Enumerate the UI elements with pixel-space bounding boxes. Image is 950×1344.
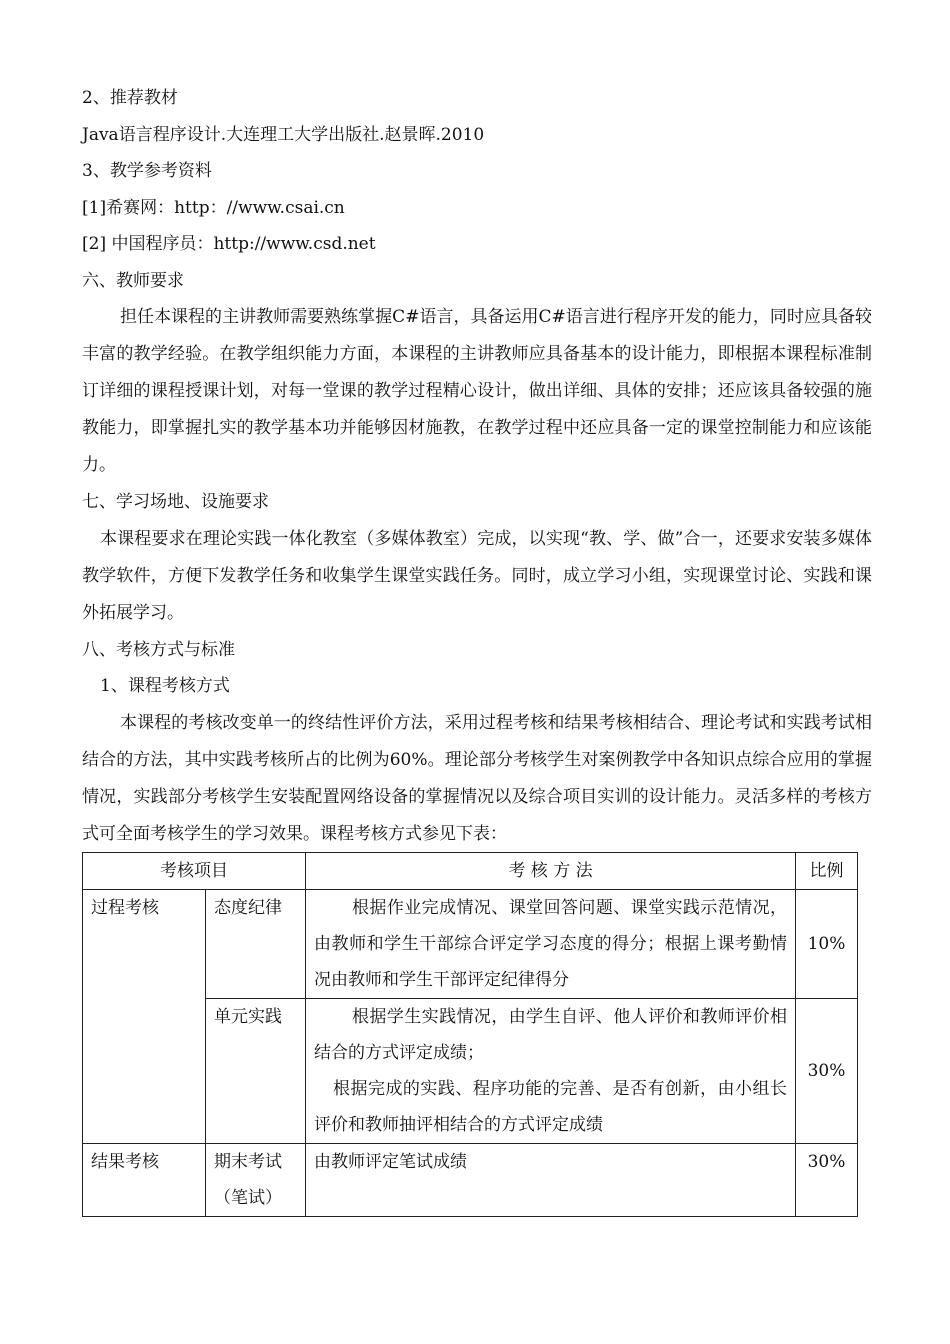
table-header-row	[83, 853, 858, 890]
header-item: 考核项目	[83, 853, 306, 890]
textbook-heading: 2、推荐教材	[82, 88, 178, 108]
attitude-method-cell: 根据作业完成情况、课堂回答问题、课堂实践示范情况，由教师和学生干部综合评定学习态度的得分；根据上课考勤情况由教师和学生干部评定纪律得分	[306, 890, 796, 999]
reference-item-1: [1]希赛网：http：//www.csai.cn	[82, 197, 345, 218]
references-heading: 3、教学参考资料	[82, 161, 212, 181]
header-ratio: 比例	[796, 853, 858, 890]
table-row	[83, 1144, 858, 1217]
unit-practice-method-1: 根据学生实践情况，由学生自评、他人评价和教师评价相结合的方式评定成绩；	[314, 1007, 787, 1063]
unit-practice-ratio-cell: 30%	[796, 999, 858, 1144]
teacher-requirements-paragraph: 担任本课程的主讲教师需要熟练掌握C#语言，具备运用C#语言进行程序开发的能力，同时应具备较丰富的教学经验。在教学组织能力方面，本课程的主讲教师应具备基本的设计能力，即根据本课程标准制订详细的课程授课计划，对每一堂课的教学过程精心设计，做出详细、具体的安排；还应该具备较强的施教能力，即掌握扎实的教学基本功并能够因材施教，在教学过程中还应具备一定的课堂控制能力和应该能力。	[82, 307, 872, 475]
final-exam-method-cell: 由教师评定笔试成绩	[306, 1144, 796, 1217]
textbook-entry: Java语言程序设计.大连理工大学出版社.赵景晖.2010	[82, 124, 485, 145]
final-exam-cell	[206, 1144, 306, 1217]
assessment-subheading: 1、课程考核方式	[100, 676, 230, 696]
process-assessment-cell: 过程考核	[83, 890, 206, 1144]
final-exam-label: 期末考试	[214, 1152, 282, 1172]
assessment-paragraph: 本课程的考核改变单一的终结性评价方法，采用过程考核和结果考核相结合、理论考试和实践考试相结合的方法，其中实践考核所占的比例为60%。理论部分考核学生对案例教学中各知识点综合应用的掌握情况，实践部分考核学生安装配置网络设备的掌握情况以及综合项目实训的设计能力。灵活多样的考核方式可全面考核学生的学习效果。课程考核方式参见下表：	[82, 712, 872, 844]
attitude-cell: 态度纪律	[206, 890, 306, 999]
venue-paragraph: 本课程要求在理论实践一体化教室（多媒体教室）完成，以实现“教、学、做”合一，还要求安装多媒体教学软件，方便下发教学任务和收集学生课堂实践任务。同时，成立学习小组，实现课堂讨论、实践和课外拓展学习。	[82, 528, 872, 623]
reference-item-2: [2] 中国程序员：http://www.csd.net	[82, 234, 376, 254]
unit-practice-method-cell	[306, 999, 796, 1144]
teacher-requirements-heading: 六、教师要求	[82, 270, 184, 291]
assessment-table	[82, 852, 858, 1217]
header-method: 考 核 方 法	[306, 853, 796, 890]
assessment-heading: 八、考核方式与标准	[82, 639, 235, 660]
result-assessment-cell: 结果考核	[83, 1144, 206, 1217]
document-page	[82, 80, 872, 853]
unit-practice-method-2: 根据完成的实践、程序功能的完善、是否有创新，由小组长评价和教师抽评相结合的方式评定成绩	[314, 1079, 787, 1135]
table-row	[83, 890, 858, 999]
unit-practice-cell: 单元实践	[206, 999, 306, 1144]
final-exam-type: （笔试）	[214, 1188, 282, 1208]
venue-heading: 七、学习场地、设施要求	[82, 492, 269, 512]
attitude-ratio-cell: 10%	[796, 890, 858, 999]
final-exam-ratio-cell: 30%	[796, 1144, 858, 1217]
